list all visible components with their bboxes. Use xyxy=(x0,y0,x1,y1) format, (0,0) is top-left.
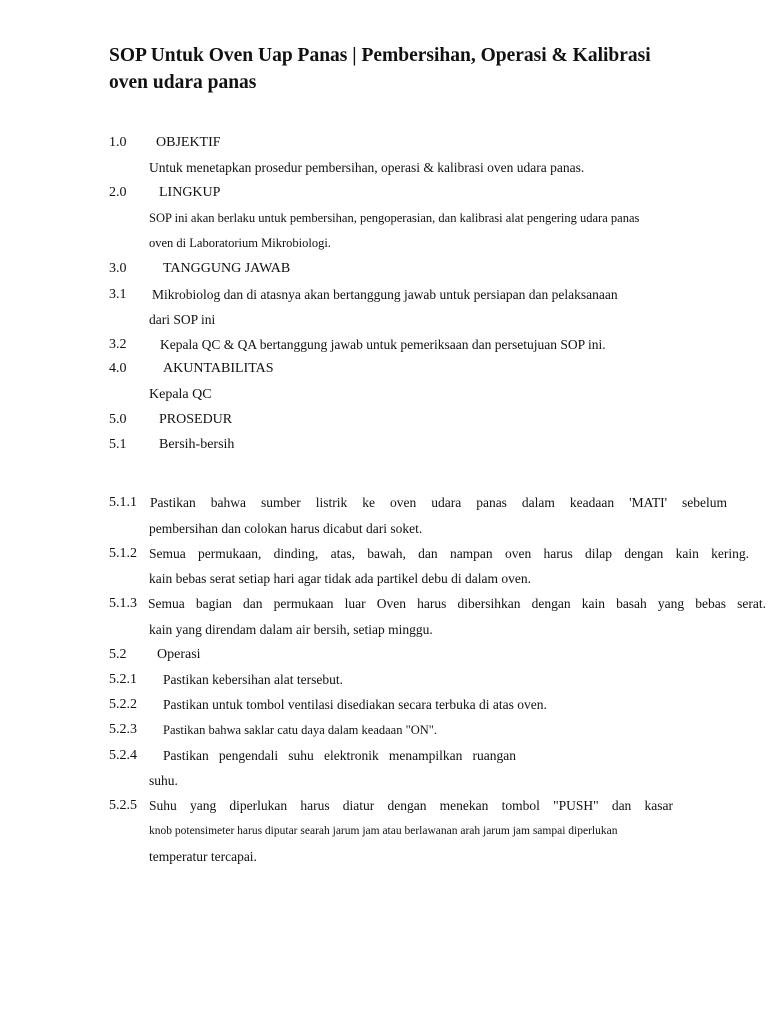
line-number: 5.2.2 xyxy=(109,697,137,712)
lingkup-text-2 xyxy=(0,233,768,253)
line-text: pembersihan dan colokan harus dicabut dari soket. xyxy=(149,521,423,536)
line-number: 3.0 xyxy=(109,261,127,276)
line-number: 3.1 xyxy=(109,287,127,302)
line-text: oven di Laboratorium Mikrobiologi. xyxy=(149,236,331,250)
line-text: TANGGUNG JAWAB xyxy=(163,261,291,276)
line-text: Kepala QC & QA bertanggung jawab untuk pemeriksaan dan persetujuan SOP ini. xyxy=(160,337,606,352)
section-objektif-heading xyxy=(0,133,768,153)
line-text: kain yang direndam dalam air bersih, setiap minggu. xyxy=(149,622,433,637)
line-number: 2.0 xyxy=(109,185,127,200)
line-text: Pastikan untuk tombol ventilasi disediakan secara terbuka di atas oven. xyxy=(163,697,547,712)
line-number: 5.2.1 xyxy=(109,672,137,687)
line-number: 1.0 xyxy=(109,135,127,150)
line-number: 5.1.2 xyxy=(109,546,137,561)
line-text: Suhu yang diperlukan harus diatur dengan menekan tombol "PUSH" dan kasar xyxy=(149,798,673,813)
line-text: Semua bagian dan permukaan luar Oven harus dibersihkan dengan kain basah yang bebas serat. xyxy=(148,596,766,611)
item-5-2-5-cont-2 xyxy=(0,847,768,867)
item-3-1 xyxy=(0,285,768,305)
line-number: 5.2.4 xyxy=(109,748,137,763)
line-number: 5.1.1 xyxy=(109,495,137,510)
line-number: 5.0 xyxy=(109,412,127,427)
line-text: Kepala QC xyxy=(149,387,212,402)
line-text: Pastikan kebersihan alat tersebut. xyxy=(163,672,343,687)
title-line-2: oven udara panas xyxy=(109,72,257,93)
document-title xyxy=(109,42,729,96)
section-tanggung-jawab-heading xyxy=(0,259,768,279)
line-text: kain bebas serat setiap hari agar tidak ada partikel debu di dalam oven. xyxy=(149,571,531,586)
line-text: OBJEKTIF xyxy=(156,135,221,150)
item-5-2 xyxy=(0,645,768,665)
line-number: 5.2.3 xyxy=(109,722,137,737)
item-5-2-5-cont-1 xyxy=(0,821,768,841)
item-5-1-2-cont xyxy=(0,569,768,589)
line-text: Pastikan pengendali suhu elektronik menampilkan ruangan xyxy=(163,748,516,763)
line-text: PROSEDUR xyxy=(159,412,233,427)
item-3-2 xyxy=(0,335,768,355)
section-prosedur-heading xyxy=(0,410,768,430)
line-text: AKUNTABILITAS xyxy=(163,361,274,376)
line-text: LINGKUP xyxy=(159,185,221,200)
akuntabilitas-text xyxy=(0,385,768,405)
item-5-1-2 xyxy=(0,544,768,564)
line-number: 3.2 xyxy=(109,337,127,352)
lingkup-text-1 xyxy=(0,208,768,228)
line-text: suhu. xyxy=(149,773,178,788)
section-lingkup-heading xyxy=(0,183,768,203)
line-number: 4.0 xyxy=(109,361,127,376)
item-5-2-3 xyxy=(0,720,768,740)
item-5-2-5 xyxy=(0,796,768,816)
line-text: Operasi xyxy=(157,647,201,662)
item-5-2-1 xyxy=(0,670,768,690)
line-number: 5.1 xyxy=(109,437,127,452)
line-text: Bersih-bersih xyxy=(159,437,235,452)
line-text: Untuk menetapkan prosedur pembersihan, operasi & kalibrasi oven udara panas. xyxy=(149,160,585,175)
line-text: SOP ini akan berlaku untuk pembersihan, pengoperasian, dan kalibrasi alat pengering udara panas xyxy=(149,211,640,225)
section-akuntabilitas-heading xyxy=(0,359,768,379)
line-text: Pastikan bahwa saklar catu daya dalam keadaan "ON". xyxy=(163,723,437,737)
item-5-1-1 xyxy=(0,493,768,513)
item-5-2-4 xyxy=(0,746,768,766)
item-3-1-cont xyxy=(0,310,768,330)
item-5-1-1-cont xyxy=(0,519,768,539)
item-5-1 xyxy=(0,435,768,455)
line-text: knob potensimeter harus diputar searah jarum jam atau berlawanan arah jarum jam sampai diperlukan xyxy=(149,825,618,837)
objektif-text xyxy=(0,158,768,178)
item-5-2-2 xyxy=(0,695,768,715)
line-number: 5.2 xyxy=(109,647,127,662)
line-text: Semua permukaan, dinding, atas, bawah, dan nampan oven harus dilap dengan kain kering. xyxy=(149,546,749,561)
line-number: 5.2.5 xyxy=(109,798,137,813)
line-text: Mikrobiolog dan di atasnya akan bertanggung jawab untuk persiapan dan pelaksanaan xyxy=(152,287,618,302)
line-number: 5.1.3 xyxy=(109,596,137,611)
item-5-2-4-cont xyxy=(0,771,768,791)
item-5-1-3 xyxy=(0,594,768,614)
item-5-1-3-cont xyxy=(0,620,768,640)
line-text: dari SOP ini xyxy=(149,312,216,327)
title-line-1: SOP Untuk Oven Uap Panas | Pembersihan, Operasi & Kalibrasi xyxy=(109,45,651,66)
line-text: temperatur tercapai. xyxy=(149,849,257,864)
line-text: Pastikan bahwa sumber listrik ke oven udara panas dalam keadaan 'MATI' sebelum xyxy=(150,495,727,510)
